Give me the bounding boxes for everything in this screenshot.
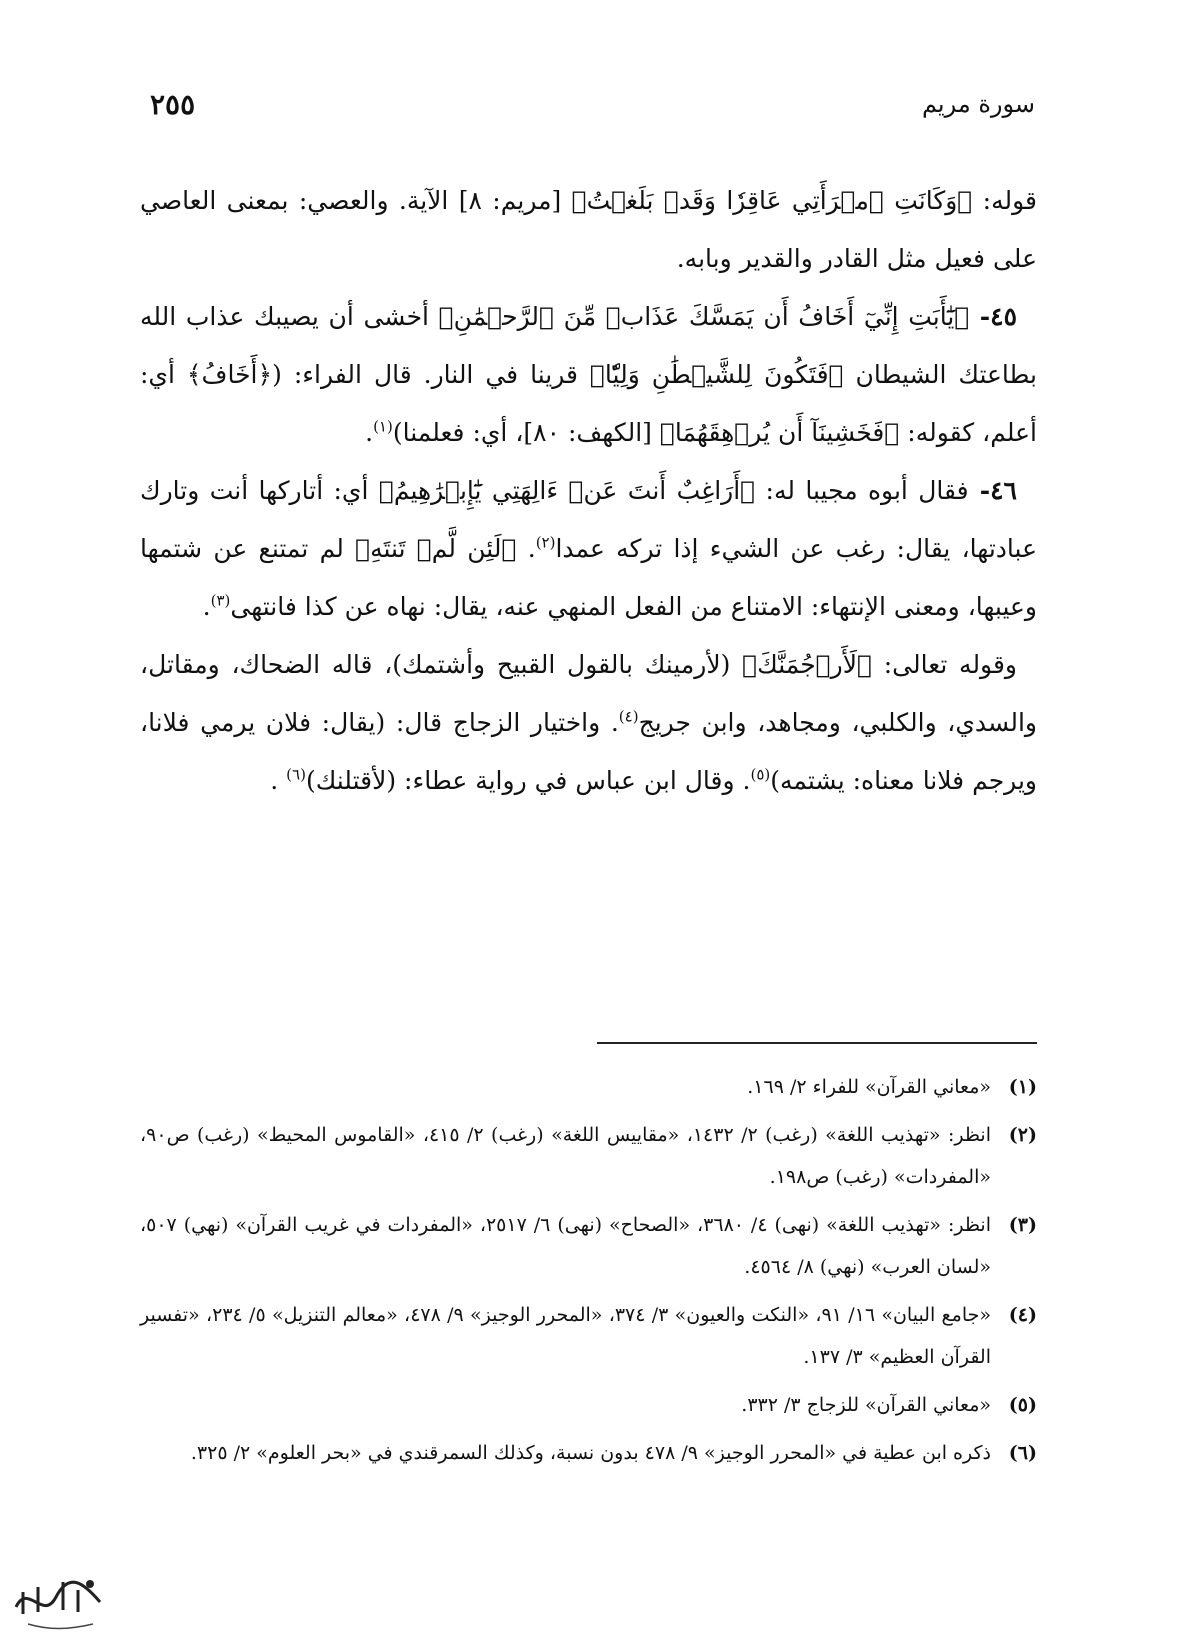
quran-verse: ﴿وَكَانَتِ ٱمۡرَأَتِي عَاقِرٗا وَقَدۡ بَلَغۡتُ﴾ <box>571 186 973 215</box>
verse-number: ٤٦- <box>968 476 1017 505</box>
footnotes <box>140 1066 1037 1480</box>
footnote-mark: (٣) <box>1008 1214 1037 1236</box>
footnote-5 <box>140 1384 1037 1426</box>
footnote-separator <box>597 1042 1037 1044</box>
footnote-4 <box>140 1294 1037 1378</box>
quran-verse: ﴿أَخَافُ﴾ <box>186 360 273 389</box>
footnote-ref[interactable]: (٢) <box>535 533 556 552</box>
footnote-1 <box>140 1066 1037 1108</box>
footnote-text: انظر: «تهذيب اللغة» (نهى) ٤/ ٣٦٨٠، «الصحاح» (نهى) ٦/ ٢٥١٧، «المفردات في غريب القرآن» (نهي) ٥٠٧، «لسان العرب» (نهي) ٨/ ٤٥٦٤. <box>140 1214 992 1278</box>
main-text <box>140 172 1037 810</box>
footnote-ref[interactable]: (١) <box>373 417 393 436</box>
paragraph-4: وقوله تعالى: ﴿لَأَرۡجُمَنَّكَ﴾ (لأرمينك بالقول القبيح وأشتمك)، قاله الضحاك، ومقاتل، والسدي، والكلبي، ومجاهد، وابن جريج$^{(٤)}$. واختيار الزجاج قال: (يقال: فلان يرمي فلانا، ويرجم فلانا معناه: يشتمه)$^{(٥)}$. وقال ابن عباس في رواية عطاء: (لأقتلنك)$^{(٦)}$ . <box>140 650 1037 795</box>
footnote-mark: (٦) <box>1008 1442 1037 1464</box>
paragraph-46: ٤٦- فقال أبوه مجيبا له: ﴿أَرَاغِبٌ أَنتَ عَنۡ ءَالِهَتِي يَٰٓإِبۡرَٰهِيمُ﴾ أي: أتاركها أنت وتارك عبادتها، يقال: رغب عن الشيء إذا تركه عمدا$^{(٢)}$. ﴿لَئِن لَّمۡ تَنتَهِ﴾ لم تمتنع عن شتمها وعيبها، ومعنى الإنتهاء: الامتناع من الفعل المنهي عنه، يقال: نهاه عن كذا فانتهى$^{(٣)}$. <box>140 476 1037 621</box>
footnote-text: انظر: «تهذيب اللغة» (رغب) ٢/ ١٤٣٢، «مقاييس اللغة» (رغب) ٢/ ٤١٥، «القاموس المحيط» (رغب) ص٩٠، «المفردات» (رغب) ص١٩٨. <box>140 1124 991 1188</box>
paragraph-45: ٤٥- ﴿يَٰٓأَبَتِ إِنِّيٓ أَخَافُ أَن يَمَسَّكَ عَذَابٞ مِّنَ ٱلرَّحۡمَٰنِ﴾ أخشى أن يصيبك عذاب الله بطاعتك الشيطان ﴿فَتَكُونَ لِلشَّيۡطَٰنِ وَلِيّٗا﴾ قرينا في النار. قال الفراء: (﴿أَخَافُ﴾ أي: أعلم، كقوله: ﴿فَخَشِينَآ أَن يُرۡهِقَهُمَا﴾ [الكهف: ٨٠]، أي: فعلمنا)$^{(١)}$. <box>140 302 1037 447</box>
page-number: ٢٥٥ <box>150 87 196 121</box>
quran-verse: ﴿يَٰٓأَبَتِ إِنِّيٓ أَخَافُ أَن يَمَسَّكَ عَذَابٞ مِّنَ ٱلرَّحۡمَٰنِ﴾ <box>438 302 970 331</box>
quran-verse: ﴿فَخَشِينَآ أَن يُرۡهِقَهُمَا﴾ <box>659 418 900 447</box>
footnote-mark: (٤) <box>1008 1304 1037 1326</box>
quran-verse: ﴿لَأَرۡجُمَنَّكَ﴾ <box>742 650 872 679</box>
footnote-mark: (٥) <box>1008 1394 1037 1416</box>
footnote-ref[interactable]: (٤) <box>618 707 639 726</box>
page-header <box>150 84 1035 124</box>
footnote-text: ذكره ابن عطية في «المحرر الوجيز» ٩/ ٤٧٨ بدون نسبة، وكذلك السمرقندي في «بحر العلوم» ٢/ ٣٢٥. <box>190 1442 991 1464</box>
verse-number: ٤٥- <box>969 302 1018 331</box>
footnote-text: «معاني القرآن» للفراء ٢/ ١٦٩. <box>747 1076 991 1098</box>
quran-verse: ﴿لَئِن لَّمۡ تَنتَهِ﴾ <box>355 534 517 563</box>
quran-verse: ﴿فَتَكُونَ لِلشَّيۡطَٰنِ وَلِيّٗا﴾ <box>589 360 844 389</box>
footnote-3 <box>140 1204 1037 1288</box>
paragraph-1: قوله: ﴿وَكَانَتِ ٱمۡرَأَتِي عَاقِرٗا وَقَدۡ بَلَغۡتُ﴾ [مريم: ٨] الآية. والعصي: بمعنى العاصي على فعيل مثل القادر والقدير وبابه. <box>140 186 1037 273</box>
footnote-ref[interactable]: (٥) <box>750 765 771 784</box>
footnote-2 <box>140 1114 1037 1198</box>
footnote-mark: (٢) <box>1008 1124 1037 1146</box>
footnote-ref[interactable]: (٣) <box>210 591 231 610</box>
publisher-logo <box>8 1552 108 1642</box>
footnote-6 <box>140 1432 1037 1474</box>
footnote-text: «معاني القرآن» للزجاج ٣/ ٣٣٢. <box>741 1394 991 1416</box>
footnote-text: «جامع البيان» ١٦/ ٩١، «النكت والعيون» ٣/ ٣٧٤، «المحرر الوجيز» ٩/ ٤٧٨، «معالم التنزيل» ٥/ ٢٣٤، «تفسير القرآن العظيم» ٣/ ١٣٧. <box>140 1304 991 1368</box>
footnote-ref[interactable]: (٦) <box>286 765 306 784</box>
footnote-mark: (١) <box>1008 1076 1037 1098</box>
surah-title: سورة مريم <box>921 90 1035 118</box>
quran-verse: ﴿أَرَاغِبٌ أَنتَ عَنۡ ءَالِهَتِي يَٰٓإِبۡرَٰهِيمُ﴾ <box>378 476 756 505</box>
